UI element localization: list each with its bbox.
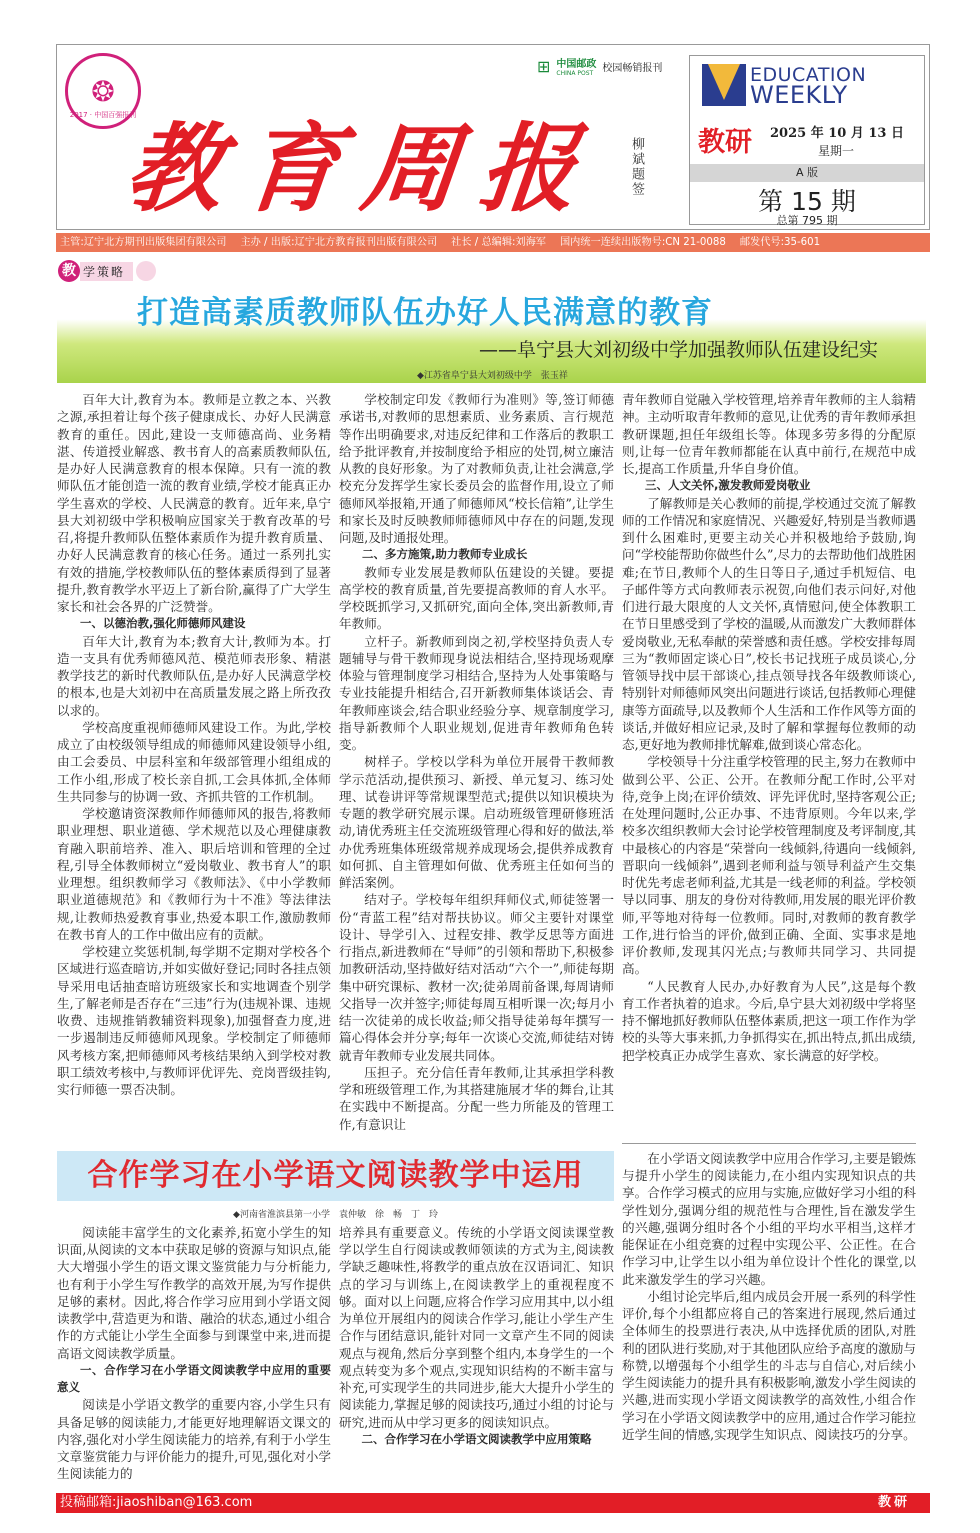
article2-title: 合作学习在小学语文阅读教学中运用 bbox=[57, 1151, 614, 1201]
paragraph: 阅读能丰富学生的文化素养,拓宽小学生的知识面,从阅读的文本中获取足够的资源与知识点,能大大增强小学生的语文课文鉴赏能力与分析能力,也有利于小学生写作教学的高效开展,为写作提供足够的素材。因此,将合作学习应用到小学语文阅读教学中,营造更为和谐、融洽的状态,通过小组合作的方式能让小学生全面参与到课堂中来,进而提高语文阅读教学质量。 bbox=[57, 1224, 331, 1361]
article1-title: 打造高素质教师队伍办好人民满意的教育 bbox=[137, 295, 713, 331]
article2 bbox=[57, 1143, 980, 1483]
ew-line1: EDUCATION bbox=[750, 64, 867, 86]
paragraph: 压担子。充分信任青年教师,让其承担学科教学和班级管理工作,为其搭建施展才华的舞台,让其在实践中不断提高。分配一些力所能及的管理工作,有意识让 bbox=[339, 1064, 614, 1132]
postal-code: 邮发代号:35-601 bbox=[739, 237, 821, 248]
paragraph: 百年大计,教育为本。教师是立教之本、兴教之源,承担着让每个孩子健康成长、办好人民满意教育的重任。因此,建设一支师德高尚、业务精湛、传道授业解惑、教书育人的高素质教师队伍,是办好人民满意教育的根本保障。只有一流的教师队伍才能创造一流的教育业绩,学校才能真正办学生喜欢的学校、人民满意的教育。近年来,阜宁县大刘初级中学积极响应国家关于教育改革的号召,将提升教师队伍整体素质作为提升教育质量、办好人民满意教育的核心任务。通过一系列扎实有效的措施,学校教师队伍的整体素质得到了显著提升,教育教学水平迈上了新台阶,赢得了广大学生家长和社会各界的广泛赞誉。 bbox=[57, 392, 331, 614]
section-heading: 一、以德治教,强化师德师风建设 bbox=[80, 616, 246, 631]
paragraph: 学校建立奖惩机制,每学期不定期对学校各个区域进行巡查暗访,并如实做好登记;同时各挂点领导采用电话抽查暗访班级家长和实地调查个别学生,了解老师是否存在“三违”行为(违规补课、违规收费、违规推销教辅资料现象),加强督查力度,进一步遏制违反师德师风现象。学校制定了师德师风考核方案,把师德师风考核结果纳入到学校对教职工绩效考核中,与教师评优评先、竞岗晋级挂钩,实行师德一票否决制。 bbox=[57, 944, 331, 1097]
paragraph: 结对子。学校每年组织拜师仪式,师徒签署一份“青蓝工程”结对帮扶协议。师父主要针对课堂设计、导学引入、过程安排、教学反思等方面进行指点,新进教师在“导师”的引领和帮助下,积极参加教研活动,坚持做好结对活动“六个一”,师徒每期集中研究课标、教材一次;徒弟周前备课,每周请师父指导一次并签字;师徒每周互相听课一次;每月小结一次徒弟的成长收益;师父指导徒弟每年撰写一篇心得体会并分享;每年一次谈心交流,师徒结对铸就青年教师专业发展共同体。 bbox=[339, 892, 614, 1063]
section-tag-first: 教 bbox=[58, 260, 80, 282]
post-en: CHINA POST bbox=[556, 70, 594, 77]
total-issue: 总第 795 期 bbox=[776, 214, 838, 227]
paragraph: 在小学语文阅读教学中应用合作学习,主要是锻炼与提升小学生的阅读能力,在小组内实现知识点的共享。合作学习模式的应用与实施,应做好学习小组的科学性划分,强调分组的规范性与合理性,旨在激发学生的兴趣,强调分组时各个小组的平均水平相当,这样才能保证在小组竞赛的过程中实现公平、公正性。在合作学习中,让学生以小组为单位设计个性化的课堂,以此来激发学生的学习兴趣。 bbox=[622, 1150, 916, 1287]
issue-date: 2025 年 10 月 13 日 bbox=[770, 126, 904, 141]
ew-line2: WEEKLY bbox=[750, 81, 848, 109]
paragraph: 阅读是小学语文教学的重要内容,小学生只有具备足够的阅读能力,才能更好地理解语文课文的内容,强化对小学生阅读能力的培养,有利于小学生文章鉴赏能力与评价能力的提升,可见,强化对小学生阅读能力的 bbox=[57, 1397, 331, 1482]
section-tag-rest: 学策略 bbox=[80, 262, 133, 281]
footer-section: 教研 bbox=[877, 1494, 910, 1510]
section-heading: 二、合作学习在小学语文阅读教学中应用策略 bbox=[361, 1431, 592, 1446]
article2-column-1 bbox=[57, 1224, 331, 1483]
paragraph: 了解教师是关心教师的前提,学校通过交流了解教师的工作情况和家庭情况、兴趣爱好,特别是当教师遇到什么困难时,更要主动关心并积极地给予鼓励,询问“学校能帮助你做些什么”,尽力的去帮助他们战胜困难;在节日,教师个人的生日等日子,通过手机短信、电子邮件等方式向教师表示祝贺,向他们表示问好,对他们进行最大限度的人文关怀,真情慰问,使全体教职工在节日里感受到了学校的温暖,从而激发广大教师群体爱岗敬业,无私奉献的荣誉感和责任感。学校安排每周三为“教师固定谈心日”,校长书记找班子成员谈心,分管领导找中层干部谈心,挂点领导找各年级教师谈心,特别针对师德师风突出问题进行谈话,包括教师心理健康等方面疏导,以及教师个人生活和工作作风等方面的谈话,并做好相应记录,及时了解和掌握每位教师的动态,更好地为教师排忧解难,做到谈心常态化。 bbox=[622, 495, 916, 752]
paragraph: 小组讨论完毕后,组内成员会开展一系列的科学性评价,每个小组都应将自己的答案进行展现,然后通过全体师生的投票进行表决,从中选择优质的团队,对胜利的团队进行奖励,对于其他团队应给予高度的激励与称赞,以增强每个小组学生的斗志与自信心,对后续小学生阅读能力的提升具有积极影响,激发小学生阅读的兴趣,进而实现小学语文阅读教学的高效性,小组合作学习在小学语文阅读教学中的应用,通过合作学习能拉近学生间的情感,实现学生知识点、阅读技巧的分享。 bbox=[622, 1288, 916, 1442]
paragraph: 树样子。学校以学科为单位开展骨干教师教学示范活动,提供预习、新授、单元复习、练习处理、试卷讲评等常规课型范式;提供以知识模块为专题的教学研究展示课。启动班级管理研修班活动,请优秀班主任交流班级管理心得和好的做法,举办优秀班集体班级常规养成现场会,提供养成教育如何抓、自主管理如何做、优秀班主任如何当的鲜活案例。 bbox=[339, 754, 614, 890]
paragraph: “人民教育人民办,办好教育为人民”,这是每个教育工作者执着的追求。今后,阜宁县大刘初级中学将坚持不懈地抓好教师队伍整体素质,把这一项工作作为学校的头等大事来抓,力争抓得实在,抓出特点,抓出成绩,把学校真正办成学生喜欢、家长满意的好学校。 bbox=[622, 978, 916, 1063]
article2-column-3 bbox=[622, 1143, 916, 1443]
section-name: 教研 bbox=[698, 127, 752, 158]
china-post-icon: ⊞ bbox=[537, 56, 551, 76]
supervisor: 主管:辽宁北方期刊出版集团有限公司 bbox=[60, 237, 227, 248]
paragraph: 教师专业发展是教师队伍建设的关键。要提高学校的教育质量,首先要提高教师的育人水平。学校既抓学习,又抓研究,面向全体,突出新教师,青年教师。 bbox=[339, 564, 614, 632]
paper-name: 教育周报 bbox=[120, 112, 605, 225]
section-heading: 二、多方施策,助力教师专业成长 bbox=[362, 547, 528, 562]
article2-column-2 bbox=[339, 1224, 614, 1448]
article1-subtitle: ——阜宁县大刘初级中学加强教师队伍建设纪实 bbox=[478, 339, 878, 361]
paragraph: 培养具有重要意义。传统的小学语文阅读课堂教学以学生自行阅读或教师领读的方式为主,阅读教学缺乏趣味性,将教学的重点放在汉语词汇、知识点的学习与训练上,在阅读教学上的重视程度不够。面对以上问题,应将合作学习应用其中,以小组为单位开展组内的阅读合作学习,能让小学生产生合作与团结意识,能针对同一文章产生不同的阅读观点与视角,然后分享到整个组内,本身学生的一个观点转变为多个观点,实现知识结构的不断丰富与补充,可实现学生的共同进步,能大大提升小学生的阅读能力,掌握足够的阅读技巧,通过小组的讨论与研究,进而从中学习更多的阅读知识点。 bbox=[339, 1224, 614, 1430]
post-slogan: 校园畅销报刊 bbox=[602, 62, 663, 74]
paragraph: 立杆子。新教师到岗之初,学校坚持负责人专题辅导与骨干教师现身说法相结合,坚持现场观摩体验与管理制度学习相结合,坚持为人处事策略与专业技能提升相结合,召开新教师集体谈话会、青年教师座谈会,结合职业经验分享、规章制度学习,指导新教师个人职业规划,促进青年教师角色转变。 bbox=[339, 633, 614, 752]
editor-in-chief: 社长 / 总编辑:刘海军 bbox=[451, 237, 546, 248]
award-logo-icon: ❂ 2017 · 中国百强报刊 bbox=[65, 53, 141, 129]
section-heading: 一、合作学习在小学语文阅读教学中应用的重要意义 bbox=[57, 1362, 331, 1394]
weekday: 星期一 bbox=[818, 144, 855, 158]
paragraph: 学校制定印发《教师行为准则》等,签订师德承诺书,对教师的思想素质、业务素质、言行规范等作出明确要求,对违反纪律和工作落后的教职工给予批评教育,并按制度给予相应的处罚,树立廉洁从教的良好形象。为了对教师负责,让社会满意,学校充分发挥学生家长委员会的监督作用,设立了师德师风举报箱,开通了师德师风“校长信箱”,让学生和家长及时反映教师师德师风中存在的问题,发现问题,及时通报处理。 bbox=[339, 392, 614, 545]
post-label: 中国邮政 bbox=[556, 59, 597, 70]
submission-email[interactable]: 投稿邮箱:jiaoshiban@163.com bbox=[60, 1494, 253, 1510]
footer-bar bbox=[56, 1493, 930, 1513]
paragraph: 学校邀请资深教师作师德师风的报告,将教师职业理想、职业道德、学术规范以及心理健康教育融入职前培养、准入、职后培训和管理的全过程,引导全体教师树立“爱岗敬业、教书育人”的职业理想。组织教师学习《教师法》、《中小学教师职业道德规范》和《教师行为十不准》等法律法规,让教师热爱教育事业,热爱本职工作,激励教师在教书育人的工作中做出应有的贡献。 bbox=[57, 806, 331, 942]
paragraph: 学校高度重视师德师风建设工作。为此,学校成立了由校级领导组成的师德师风建设领导小组,由工会委员、中层科室和年级部管理小组组成的工作小组,形成了校长亲自抓,工会具体抓,全体师生共同参与的协调一致、齐抓共管的工作机制。 bbox=[57, 719, 331, 804]
paragraph: 学校领导十分注重学校管理的民主,努力在教师中做到公平、公正、公开。在教师分配工作时,公平对待,竞争上岗;在评价绩效、评先评优时,坚持客观公正;在处理问题时,公正办事、不违背原则。今年以来,学校多次组织教师大会讨论学校管理制度及考评制度,其中最核心的内容是“荣誉向一线倾斜,待遇向一线倾斜,晋职向一线倾斜”,遇到老师利益与领导利益产生交集时优先考虑老师利益,尤其是一线老师的利益。学校领导以同事、朋友的身份对待教师,用发展的眼光评价教师,平等地对待每一位教师。同时,对教师的教育教学工作,进行恰当的评价,做到正确、全面、实事求是地评价教师,发现其闪光点;与教师共同学习、共同提高。 bbox=[622, 754, 916, 977]
calligrapher-signature: 柳斌题签 bbox=[629, 137, 644, 197]
article1-column-1 bbox=[57, 391, 331, 1098]
edition: A 版 bbox=[690, 164, 924, 182]
article1-column-2 bbox=[339, 391, 614, 1133]
article2-byline: ◆河南省淮滨县第一小学 袁仲敏 徐 畅 丁 玲 bbox=[233, 1209, 438, 1220]
logo-text: 2017 · 中国百强报刊 bbox=[69, 111, 137, 119]
publisher: 主办 / 出版:辽宁北方教育报刊出版有限公司 bbox=[240, 237, 438, 248]
article1-column-3 bbox=[622, 391, 916, 1064]
section-heading: 三、人文关怀,激发教师爱岗敬业 bbox=[645, 478, 811, 493]
paragraph: 百年大计,教育为本;教育大计,教师为本。打造一支具有优秀师德风范、模范师表形象、精湛教学技艺的新时代教师队伍,是办好人民满意学校的根本,也是大刘初中在高质量发展之路上所孜孜以求的。 bbox=[57, 633, 331, 718]
article1-byline: ◆江苏省阜宁县大刘初级中学 张玉祥 bbox=[417, 371, 568, 381]
cn-number: 国内统一连续出版物号:CN 21-0088 bbox=[560, 237, 726, 248]
article1-body bbox=[57, 391, 980, 1133]
paragraph: 青年教师自觉融入学校管理,培养青年教师的主人翁精神。主动听取青年教师的意见,让优秀的青年教师承担教研课题,担任年级组长等。体现多劳多得的分配原则,让每一位青年教师都能在认真中前行,在规范中成长,提高工作质量,升华自身价值。 bbox=[622, 392, 916, 476]
issue-number: 第 15 期 bbox=[758, 187, 856, 216]
